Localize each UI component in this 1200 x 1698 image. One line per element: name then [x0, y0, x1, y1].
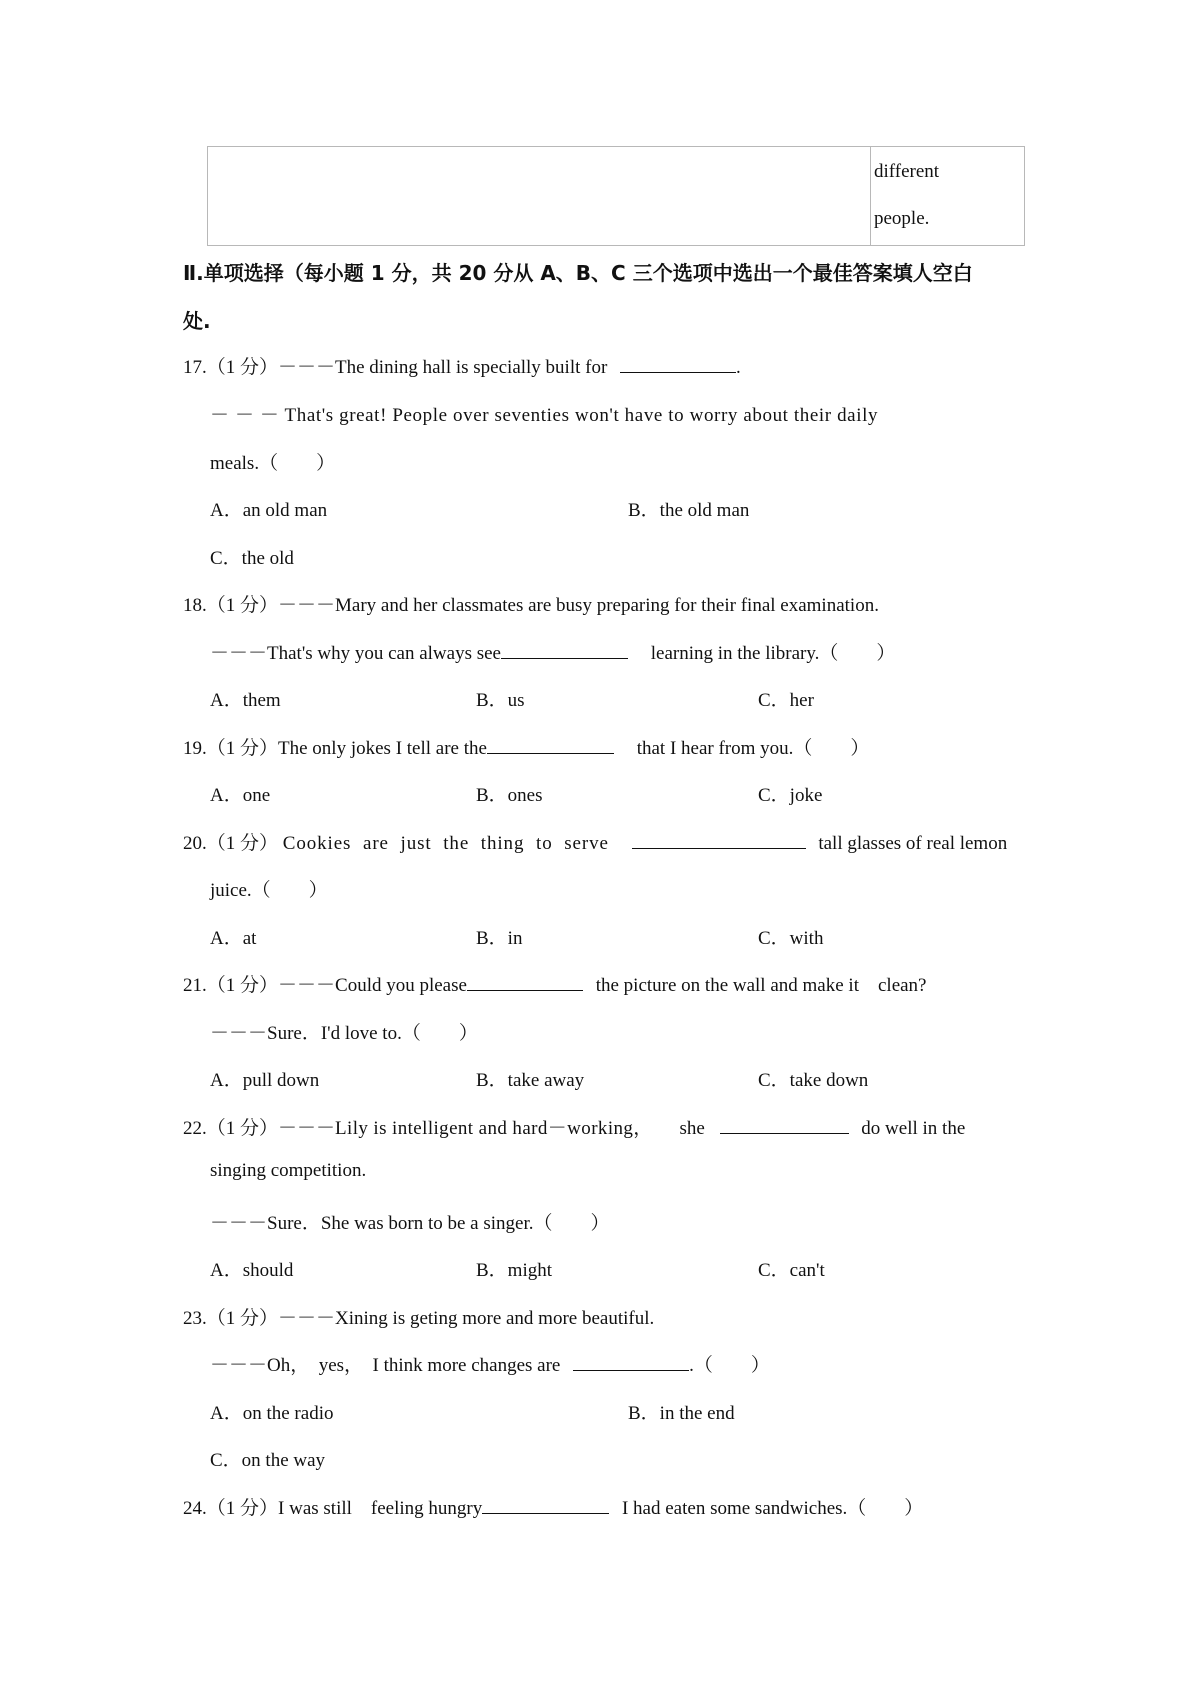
option-a: A．pull down [210, 1070, 320, 1091]
question-20-cont: juice.（ ） [210, 880, 328, 901]
option-a: A．should [210, 1260, 294, 1281]
question-text: Could you please [335, 975, 467, 996]
question-17-cont: meals.（ ） [210, 453, 336, 474]
option-b: B．the old man [628, 500, 750, 521]
answer-blank [573, 1352, 689, 1371]
question-24 [183, 1493, 923, 1520]
question-number: 18.（1 分）－－－ [183, 595, 336, 616]
answer-blank [720, 1115, 849, 1134]
question-text: Mary and her classmates are busy preparing for their final examination. [335, 595, 879, 616]
question-text-end: that I hear from you.（ ） [636, 738, 870, 759]
question-text: she [679, 1118, 705, 1139]
option-b: B．in [476, 928, 523, 949]
option-c: C．with [758, 928, 824, 949]
question-22 [183, 1113, 965, 1140]
question-text-end: I had eaten some sandwiches.（ ） [621, 1498, 924, 1519]
question-text: The dining hall is specially built for [335, 357, 608, 378]
reply-text-end: learning in the library.（ ） [650, 643, 896, 664]
option-c: C．the old [210, 548, 294, 569]
question-number: 23.（1 分）－－－ [183, 1308, 336, 1329]
question-19 [183, 733, 869, 760]
question-23-reply [210, 1350, 770, 1377]
question-number: 24.（1 分） [183, 1498, 279, 1519]
question-17-reply [210, 400, 1025, 427]
question-22-reply: －－－Sure．She was born to be a singer.（ ） [210, 1213, 610, 1234]
option-b: B．take away [476, 1070, 585, 1091]
question-20 [183, 828, 1007, 855]
question-18-reply [210, 638, 895, 665]
option-c: C．on the way [210, 1450, 326, 1471]
reply-text: －－－Oh， yes， I think more changes are [210, 1355, 561, 1376]
table-cell-line: different [874, 161, 940, 182]
reply-text-end: .（ ） [689, 1355, 770, 1376]
answer-blank [632, 830, 806, 849]
question-number: 21.（1 分）－－－ [183, 975, 336, 996]
question-22-cont: singing competition. [210, 1160, 367, 1181]
previous-table-fragment [207, 146, 1025, 246]
option-c: C．can't [758, 1260, 825, 1281]
question-number: 20.（1 分） [183, 833, 279, 854]
answer-blank [467, 972, 583, 991]
section-heading-cont: 处. [183, 309, 211, 333]
option-b: B．might [476, 1260, 553, 1281]
option-a: A．one [210, 785, 271, 806]
question-text-end: the picture on the wall and make it clean? [595, 975, 927, 996]
question-21-reply: －－－Sure．I'd love to.（ ） [210, 1023, 478, 1044]
question-text: I was still feeling hungry [278, 1498, 483, 1519]
option-a: A．an old man [210, 500, 328, 521]
answer-blank [482, 1495, 609, 1514]
reply-text: － － － That's great! People over seventies won't have to worry about their daily [210, 405, 879, 426]
option-c: C．take down [758, 1070, 869, 1091]
option-b: B．ones [476, 785, 543, 806]
question-text: Lily is intelligent and hard－working， [335, 1118, 653, 1139]
option-a: A．them [210, 690, 281, 711]
question-text: The only jokes I tell are the [278, 738, 487, 759]
question-number: 22.（1 分）－－－ [183, 1118, 336, 1139]
question-number: 19.（1 分） [183, 738, 279, 759]
answer-blank [501, 640, 628, 659]
table-column-divider [870, 147, 871, 245]
question-text-end: do well in the [861, 1118, 966, 1139]
option-a: A．at [210, 928, 257, 949]
option-b: B．us [476, 690, 525, 711]
option-b: B．in the end [628, 1403, 735, 1424]
question-text-end: . [736, 357, 741, 378]
table-cell-line: people. [874, 208, 930, 229]
reply-text: －－－That's why you can always see [210, 643, 501, 664]
question-number: 17.（1 分）－－－ [183, 357, 336, 378]
question-21 [183, 970, 927, 997]
option-a: A．on the radio [210, 1403, 334, 1424]
option-c: C．her [758, 690, 814, 711]
question-text-end: tall glasses of real lemon [818, 833, 1008, 854]
question-23 [183, 1303, 654, 1330]
answer-blank [487, 735, 614, 754]
question-text: Cookies are just the thing to serve [282, 833, 609, 854]
answer-blank [620, 354, 736, 373]
question-17 [183, 352, 741, 379]
question-text: Xining is geting more and more beautiful. [335, 1308, 655, 1329]
section-heading: Ⅱ.单项选择（每小题 1 分，共 20 分从 A、B、C 三个选项中选出一个最佳答案填人空白 [183, 261, 973, 285]
question-18 [183, 590, 879, 617]
option-c: C．joke [758, 785, 823, 806]
